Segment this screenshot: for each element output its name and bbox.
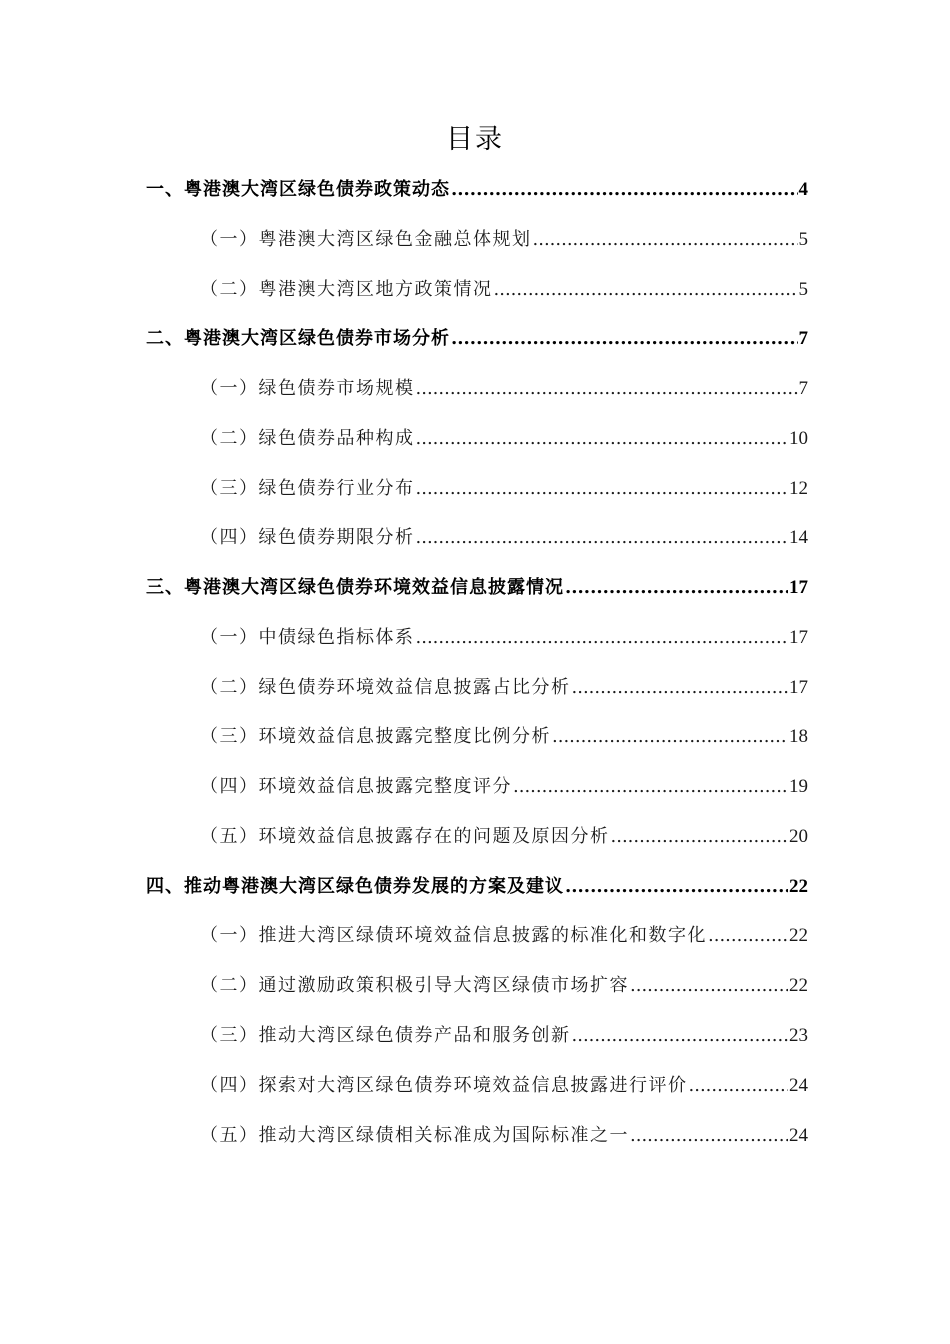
- toc-entry[interactable]: [200, 1021, 808, 1051]
- toc-page-number: 24: [789, 1125, 808, 1146]
- toc-page-number: 17: [789, 577, 808, 598]
- toc-dot-leader: [689, 1071, 789, 1101]
- toc-page-number: 17: [789, 627, 808, 648]
- toc-entry-text: （一）粤港澳大湾区绿色金融总体规划: [200, 229, 532, 250]
- toc-entry-text: （五）环境效益信息披露存在的问题及原因分析: [200, 826, 610, 847]
- toc-dot-leader: [630, 971, 788, 1001]
- toc-entry-text: （二）绿色债券环境效益信息披露占比分析: [200, 677, 571, 698]
- toc-dot-leader: [565, 573, 788, 603]
- toc-entry-text: （二）粤港澳大湾区地方政策情况: [200, 279, 493, 300]
- toc-page-number: 20: [789, 826, 808, 847]
- toc-page-number: 17: [789, 677, 808, 698]
- toc-entry[interactable]: [200, 722, 808, 752]
- toc-page-number: 19: [789, 776, 808, 797]
- toc-entry-text: （一）绿色债券市场规模: [200, 378, 415, 399]
- toc-entry[interactable]: [146, 872, 808, 902]
- toc-entry[interactable]: [200, 374, 808, 404]
- toc-entry-text: （二）绿色债券品种构成: [200, 428, 415, 449]
- toc-entry[interactable]: [200, 822, 808, 852]
- toc-entry[interactable]: [200, 921, 808, 951]
- toc-entry-text: 一、粤港澳大湾区绿色债券政策动态: [146, 179, 450, 200]
- toc-entry[interactable]: [146, 175, 808, 205]
- toc-entry[interactable]: [200, 772, 808, 802]
- toc-dot-leader: [552, 722, 788, 752]
- toc-page-number: 22: [789, 925, 808, 946]
- toc-page-number: 24: [789, 1075, 808, 1096]
- toc-dot-leader: [611, 822, 789, 852]
- toc-entry-text: 二、粤港澳大湾区绿色债券市场分析: [146, 328, 450, 349]
- toc-entry[interactable]: [200, 1121, 808, 1151]
- toc-entry[interactable]: [200, 424, 808, 454]
- toc-entry[interactable]: [200, 673, 808, 703]
- toc-entry-text: （四）绿色债券期限分析: [200, 527, 415, 548]
- toc-entry-text: （一）中债绿色指标体系: [200, 627, 415, 648]
- toc-entry-text: 三、粤港澳大湾区绿色债券环境效益信息披露情况: [146, 577, 564, 598]
- toc-entry-text: （五）推动大湾区绿债相关标准成为国际标准之一: [200, 1125, 629, 1146]
- page-title: 目录: [446, 124, 504, 155]
- toc-dot-leader: [416, 374, 798, 404]
- toc-page-number: 23: [789, 1025, 808, 1046]
- toc-entry[interactable]: [200, 1071, 808, 1101]
- toc-dot-leader: [416, 623, 789, 653]
- toc-entry[interactable]: [200, 523, 808, 553]
- toc-entry-text: 四、推动粤港澳大湾区绿色债券发展的方案及建议: [146, 876, 564, 897]
- toc-dot-leader: [572, 1021, 789, 1051]
- toc-page-number: 5: [798, 229, 808, 250]
- toc-page-number: 10: [789, 428, 808, 449]
- toc-page-number: 22: [789, 975, 808, 996]
- toc-entry[interactable]: [200, 971, 808, 1001]
- toc-page-number: 18: [789, 726, 808, 747]
- toc-dot-leader: [416, 474, 789, 504]
- toc-entry-text: （四）探索对大湾区绿色债券环境效益信息披露进行评价: [200, 1075, 688, 1096]
- toc-dot-leader: [513, 772, 788, 802]
- toc-entry[interactable]: [146, 573, 808, 603]
- toc-entry[interactable]: [146, 324, 808, 354]
- toc-entry[interactable]: [200, 474, 808, 504]
- toc-page-number: 14: [789, 527, 808, 548]
- toc-entry[interactable]: [200, 623, 808, 653]
- toc-dot-leader: [416, 424, 789, 454]
- toc-entry-text: （二）通过激励政策积极引导大湾区绿债市场扩容: [200, 975, 629, 996]
- toc-dot-leader: [565, 872, 788, 902]
- toc-page-number: 5: [798, 279, 808, 300]
- toc-page-number: 22: [789, 876, 808, 897]
- toc-entry-text: （四）环境效益信息披露完整度评分: [200, 776, 512, 797]
- toc-dot-leader: [533, 225, 798, 255]
- toc-page-number: 7: [798, 328, 808, 349]
- toc-page-number: 7: [798, 378, 808, 399]
- toc-dot-leader: [708, 921, 788, 951]
- toc-dot-leader: [416, 523, 789, 553]
- toc-dot-leader: [451, 324, 798, 354]
- toc-dot-leader: [630, 1121, 788, 1151]
- toc-entry[interactable]: [200, 225, 808, 255]
- toc-dot-leader: [494, 275, 798, 305]
- toc-entry-text: （三）推动大湾区绿色债券产品和服务创新: [200, 1025, 571, 1046]
- toc-page-number: 12: [789, 478, 808, 499]
- toc-entry-text: （三）环境效益信息披露完整度比例分析: [200, 726, 551, 747]
- toc-page-number: 4: [798, 179, 808, 200]
- toc-dot-leader: [572, 673, 789, 703]
- toc-dot-leader: [451, 175, 798, 205]
- toc-entry[interactable]: [200, 275, 808, 305]
- toc-entry-text: （一）推进大湾区绿债环境效益信息披露的标准化和数字化: [200, 925, 707, 946]
- toc-entry-text: （三）绿色债券行业分布: [200, 478, 415, 499]
